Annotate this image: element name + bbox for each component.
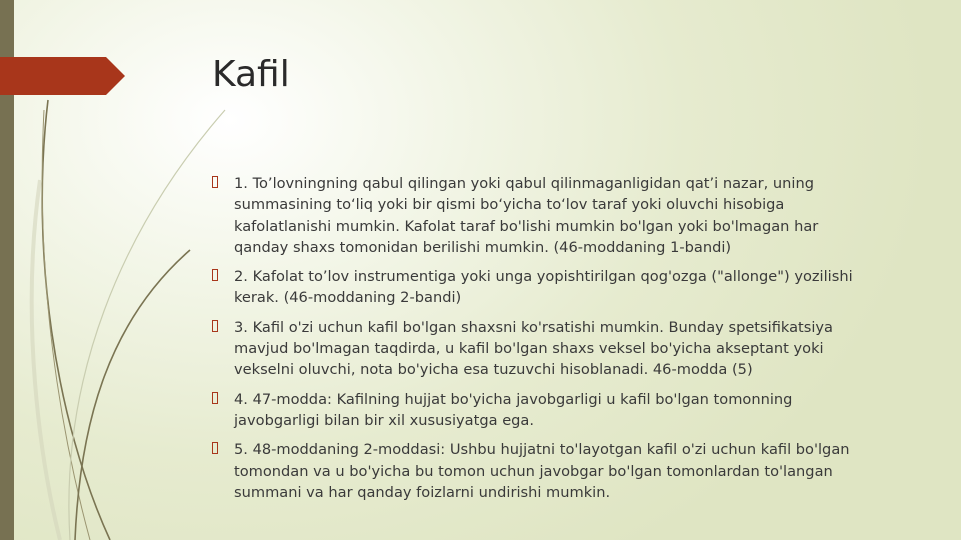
bullet-text-line: summani va har qanday foizlarni undirishi mumkin. (234, 483, 611, 501)
slide-title: Kafil (212, 54, 290, 95)
bullet-text-line: 1. To’lovningning qabul qilingan yoki qabul qilinmaganligidan qat’i nazar, uning (234, 175, 814, 192)
bullet-item (212, 389, 912, 432)
bullet-item (212, 173, 912, 258)
bullet-text-line: kerak. (46-moddaning 2-bandi) (234, 289, 462, 307)
bullet-icon (212, 320, 218, 332)
bullet-text-line: summasining to‘liq yoki bir qismi bo‘yicha to‘lov taraf yoki oluvchi hisobiga (234, 196, 785, 214)
bullet-text-line: kafolatlanishi mumkin. Kafolat taraf bo'lishi mumkin bo'lgan yoki bo'lmagan har (234, 217, 819, 235)
bullet-item (212, 266, 912, 309)
bullet-list (212, 173, 912, 511)
bullet-text-line: 5. 48-moddaning 2-moddasi: Ushbu hujjatni to'layotgan kafil o'zi uchun kafil bo'lgan (234, 441, 850, 459)
bullet-text-line: mavjud bo'lmagan taqdirda, u kafil bo'lgan shaxs veksel bo'yicha akseptant yoki (234, 340, 824, 358)
bullet-item (212, 439, 912, 503)
bullet-icon (212, 392, 218, 404)
title-accent-arrow (0, 57, 125, 95)
bullet-icon (212, 176, 218, 188)
bullet-icon (212, 442, 218, 454)
bullet-text-line: 4. 47-modda: Kafilning hujjat bo'yicha javobgarligi u kafil bo'lgan tomonning (234, 390, 793, 408)
bullet-text-line: tomondan va u bo'yicha bu tomon uchun javobgar bo'lgan tomonlardan to'langan (234, 462, 833, 480)
bullet-text-line: javobgarligi bilan bir xil xususiyatga ega. (234, 411, 535, 429)
bullet-item (212, 317, 912, 381)
bullet-text-line: 2. Kafolat to’lov instrumentiga yoki unga yopishtirilgan qog'ozga ("allonge") yozilishi (234, 268, 853, 286)
bullet-text-line: qanday shaxs tomonidan berilishi mumkin. (46-moddaning 1-bandi) (234, 238, 732, 256)
bullet-icon (212, 269, 218, 281)
bullet-text-line: 3. Kafil o'zi uchun kafil bo'lgan shaxsni ko'rsatishi mumkin. Bunday spetsifikatsiya (234, 318, 833, 336)
bullet-text-line: vekselni oluvchi, nota bo'yicha esa tuzuvchi hisoblanadi. 46-modda (5) (234, 361, 753, 379)
